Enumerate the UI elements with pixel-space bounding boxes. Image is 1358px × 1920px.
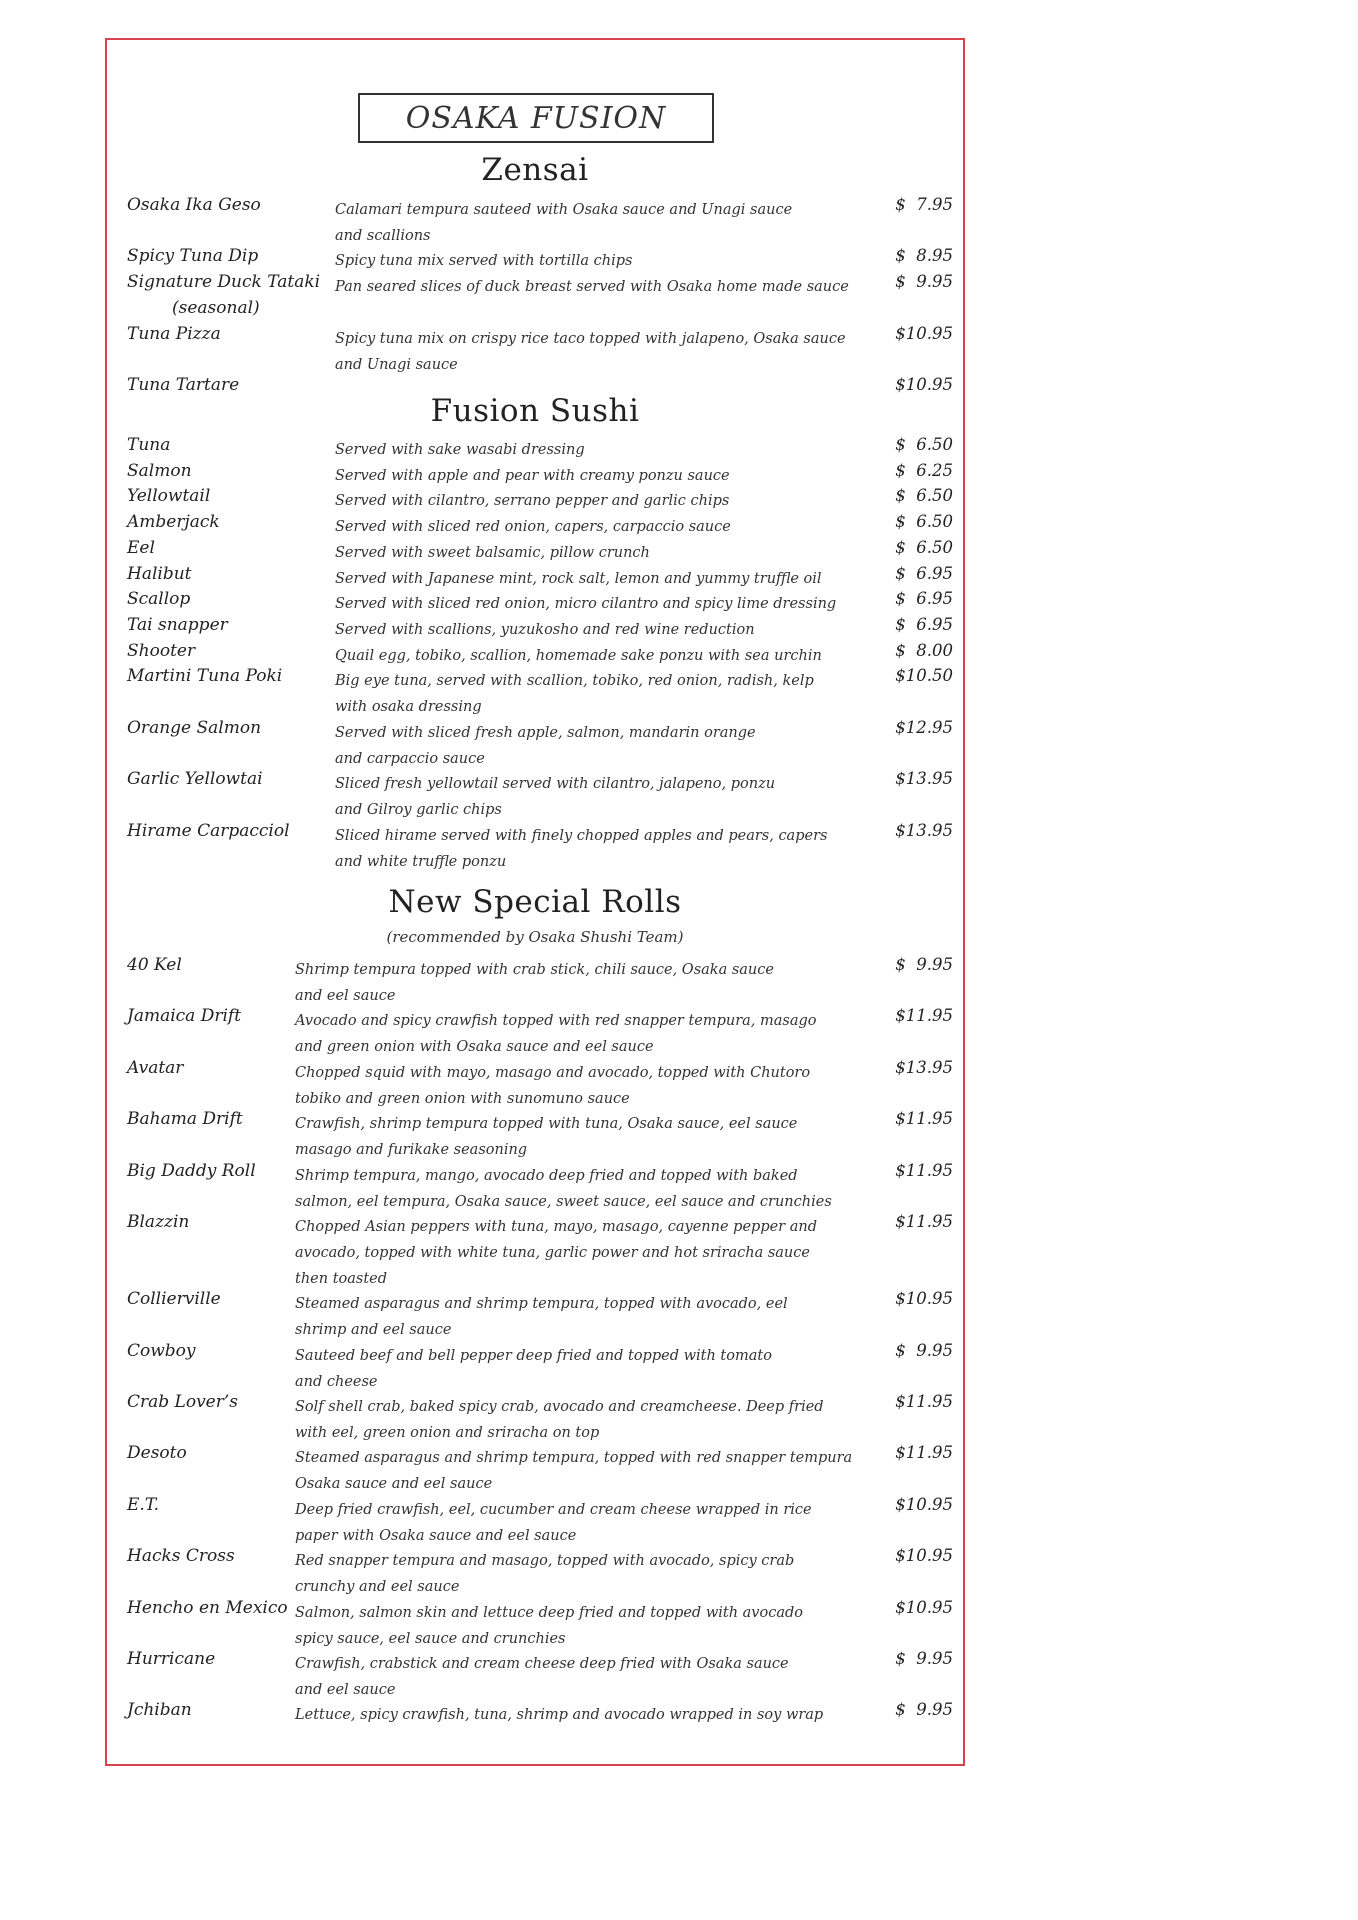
item-price: $ 6.50 bbox=[895, 512, 953, 532]
menu-item bbox=[127, 1289, 953, 1339]
item-name: Hencho en Mexico bbox=[127, 1597, 288, 1618]
menu-item bbox=[127, 1597, 953, 1647]
menu-item bbox=[127, 1391, 953, 1441]
menu-item bbox=[127, 666, 953, 716]
item-description: Served with sliced fresh apple, salmon, mandarin orange and carpaccio sauce bbox=[335, 724, 756, 767]
item-description: Quail egg, tobiko, scallion, homemade sake ponzu with sea urchin bbox=[335, 647, 822, 664]
item-name: Eel bbox=[127, 537, 155, 558]
item-description: Served with cilantro, serrano pepper and garlic chips bbox=[335, 493, 730, 510]
item-name: Yellowtail bbox=[127, 486, 211, 507]
item-description: Sliced fresh yellowtail served with cilantro, jalapeno, ponzu and Gilroy garlic chips bbox=[335, 776, 776, 819]
item-price: $ 6.50 bbox=[895, 486, 953, 506]
item-price: $ 9.95 bbox=[895, 272, 953, 292]
menu-item bbox=[127, 1546, 953, 1596]
item-description: Salmon, salmon skin and lettuce deep fried and topped with avocado spicy sauce, eel sauce and crunchies bbox=[295, 1604, 803, 1647]
item-name: Hacks Cross bbox=[127, 1546, 235, 1567]
item-price: $ 7.95 bbox=[895, 195, 953, 214]
item-name: Amberjack bbox=[127, 512, 220, 533]
menu-item bbox=[127, 246, 953, 270]
item-description: Served with scallions, yuzukosho and red wine reduction bbox=[335, 621, 755, 638]
item-description: Lettuce, spicy crawfish, tuna, shrimp and avocado wrapped in soy wrap bbox=[295, 1707, 824, 1724]
item-name: Desoto bbox=[127, 1443, 187, 1464]
item-name: 40 Kel bbox=[127, 955, 182, 975]
item-name: Hurricane bbox=[127, 1648, 216, 1669]
menu-item bbox=[127, 717, 953, 767]
menu-item bbox=[127, 461, 953, 485]
item-name: Hirame Carpacciol bbox=[127, 820, 290, 841]
menu-item bbox=[127, 1648, 953, 1698]
item-price: $ 6.25 bbox=[895, 460, 953, 480]
item-name: Signature Duck Tataki bbox=[127, 272, 321, 293]
item-description: Solf shell crab, baked spicy crab, avocado and creamcheese. Deep fried with eel, green onion and sriracha on top bbox=[295, 1398, 824, 1441]
item-name: Big Daddy Roll bbox=[127, 1160, 256, 1181]
item-price: $11.95 bbox=[895, 1109, 953, 1129]
item-price: $ 8.95 bbox=[895, 246, 953, 266]
item-price: $11.95 bbox=[895, 1212, 953, 1231]
menu-item bbox=[127, 1700, 953, 1724]
menu-item bbox=[127, 195, 953, 244]
item-description: Shrimp tempura topped with crab stick, chili sauce, Osaka sauce and eel sauce bbox=[295, 962, 774, 1004]
item-price: $ 8.00 bbox=[895, 640, 953, 660]
item-name: Jchiban bbox=[127, 1700, 192, 1721]
item-description: Deep fried crawfish, eel, cucumber and cream cheese wrapped in rice paper with Osaka sauce and eel sauce bbox=[295, 1501, 812, 1544]
item-price: $10.95 bbox=[895, 1597, 953, 1617]
menu-item bbox=[127, 955, 953, 1004]
item-description: Spicy tuna mix served with tortilla chips bbox=[335, 253, 633, 270]
item-description: Served with sliced red onion, capers, carpaccio sauce bbox=[335, 519, 731, 536]
item-price: $10.95 bbox=[895, 374, 953, 394]
item-description: Shrimp tempura, mango, avocado deep fried and topped with baked salmon, eel tempura, Osaka sauce, sweet sauce, eel sauce and crunchies bbox=[295, 1167, 832, 1210]
item-price: $13.95 bbox=[895, 1057, 953, 1077]
item-description: Steamed asparagus and shrimp tempura, topped with avocado, eel shrimp and eel sauce bbox=[295, 1296, 788, 1339]
item-price: $10.95 bbox=[895, 323, 953, 343]
item-name: Halibut bbox=[127, 563, 192, 584]
item-price: $10.95 bbox=[895, 1289, 953, 1309]
item-description: Chopped squid with mayo, masago and avocado, topped with Chutoro tobiko and green onion with sunomuno sauce bbox=[295, 1064, 811, 1107]
item-price: $11.95 bbox=[895, 1443, 953, 1463]
item-price: $11.95 bbox=[895, 1391, 953, 1411]
item-price: $11.95 bbox=[895, 1006, 953, 1026]
item-description: Sliced hirame served with finely chopped apples and pears, capers and white truffle ponzu bbox=[335, 827, 828, 870]
item-description: Served with sake wasabi dressing bbox=[335, 442, 585, 458]
item-name: Cowboy bbox=[127, 1340, 196, 1361]
menu-item bbox=[127, 512, 953, 536]
menu-item bbox=[127, 564, 953, 588]
menu-item bbox=[127, 615, 953, 639]
item-name: Crab Lover’s bbox=[127, 1391, 238, 1412]
item-price: $10.95 bbox=[895, 1546, 953, 1566]
menu-item bbox=[127, 820, 953, 870]
item-name: Garlic Yellowtai bbox=[127, 769, 263, 790]
item-name: Blazzin bbox=[127, 1212, 190, 1232]
menu-item bbox=[127, 1160, 953, 1210]
restaurant-name: OSAKA FUSION bbox=[358, 93, 714, 143]
item-price: $11.95 bbox=[895, 1160, 953, 1180]
item-description: Crawfish, crabstick and cream cheese deep fried with Osaka sauce and eel sauce bbox=[295, 1655, 789, 1698]
menu-item bbox=[127, 1212, 953, 1287]
item-price: $ 6.95 bbox=[895, 589, 953, 609]
item-price: $ 9.95 bbox=[895, 1340, 953, 1360]
item-name: Bahama Drift bbox=[127, 1109, 243, 1130]
item-description: Served with Japanese mint, rock salt, lemon and yummy truffle oil bbox=[335, 570, 822, 587]
item-price: $ 6.50 bbox=[895, 537, 953, 557]
item-name: Tai snapper bbox=[127, 614, 228, 635]
item-description: Calamari tempura sauteed with Osaka sauce and Unagi sauce and scallions bbox=[335, 202, 793, 244]
item-name: Tuna bbox=[127, 435, 171, 455]
item-price: $12.95 bbox=[895, 717, 953, 737]
menu-item bbox=[127, 486, 953, 510]
menu-item bbox=[127, 1494, 953, 1544]
item-description: Spicy tuna mix on crispy rice taco topped with jalapeno, Osaka sauce and Unagi sauce bbox=[335, 330, 846, 373]
section-title-fusion-sushi: Fusion Sushi bbox=[430, 393, 640, 429]
item-name: Avatar bbox=[127, 1057, 184, 1078]
item-name: Tuna Pizza bbox=[127, 323, 221, 344]
section-title-zensai: Zensai bbox=[481, 152, 589, 188]
item-name: Orange Salmon bbox=[127, 717, 262, 738]
item-price: $10.50 bbox=[895, 666, 953, 686]
item-name: Scallop bbox=[127, 589, 191, 610]
menu-item bbox=[127, 435, 953, 459]
menu-item bbox=[127, 1443, 953, 1493]
menu-item bbox=[127, 1006, 953, 1056]
item-price: $13.95 bbox=[895, 769, 953, 789]
item-price: $10.95 bbox=[895, 1494, 953, 1514]
item-price: $ 6.95 bbox=[895, 614, 953, 634]
item-name: Collierville bbox=[127, 1289, 221, 1310]
item-price: $13.95 bbox=[895, 820, 953, 840]
item-name: Martini Tuna Poki bbox=[127, 666, 283, 687]
menu-item bbox=[127, 1109, 953, 1159]
item-price: $ 9.95 bbox=[895, 1700, 953, 1720]
menu-item bbox=[127, 1057, 953, 1107]
section-title-special-rolls: New Special Rolls bbox=[388, 884, 682, 920]
item-name-note: (seasonal) bbox=[172, 297, 260, 318]
item-name: Jamaica Drift bbox=[127, 1006, 242, 1027]
item-price: $ 6.95 bbox=[895, 563, 953, 583]
item-description: Pan seared slices of duck breast served with Osaka home made sauce bbox=[335, 279, 849, 296]
item-name: Tuna Tartare bbox=[127, 374, 240, 395]
item-description: Avocado and spicy crawfish topped with red snapper tempura, masago and green onion with Osaka sauce and eel sauce bbox=[295, 1013, 817, 1056]
item-description: Crawfish, shrimp tempura topped with tuna, Osaka sauce, eel sauce masago and furikake seasoning bbox=[295, 1116, 798, 1159]
section-subtitle-special-rolls: (recommended by Osaka Shushi Team) bbox=[386, 928, 684, 946]
item-description: Sauteed beef and bell pepper deep fried and topped with tomato and cheese bbox=[295, 1347, 772, 1390]
item-name: Salmon bbox=[127, 460, 192, 481]
item-description: Big eye tuna, served with scallion, tobiko, red onion, radish, kelp with osaka dressing bbox=[335, 673, 814, 716]
item-price: $ 9.95 bbox=[895, 955, 953, 974]
item-price: $ 6.50 bbox=[895, 435, 953, 454]
item-name: Osaka Ika Geso bbox=[127, 195, 261, 215]
menu-item bbox=[127, 272, 953, 318]
menu-item bbox=[127, 323, 953, 373]
item-description: Served with sliced red onion, micro cilantro and spicy lime dressing bbox=[335, 596, 837, 613]
item-description: Served with sweet balsamic, pillow crunch bbox=[335, 544, 650, 561]
menu-item bbox=[127, 769, 953, 819]
item-name: Spicy Tuna Dip bbox=[127, 246, 259, 267]
item-description: Red snapper tempura and masago, topped with avocado, spicy crab crunchy and eel sauce bbox=[295, 1553, 795, 1596]
menu-item bbox=[127, 641, 953, 665]
menu-item bbox=[127, 589, 953, 613]
item-name: Shooter bbox=[127, 640, 196, 661]
item-price: $ 9.95 bbox=[895, 1648, 953, 1668]
item-name: E.T. bbox=[127, 1494, 160, 1515]
item-description: Steamed asparagus and shrimp tempura, topped with red snapper tempura Osaka sauce and eel sauce bbox=[295, 1450, 853, 1493]
menu-item bbox=[127, 538, 953, 562]
item-description: Served with apple and pear with creamy ponzu sauce bbox=[335, 467, 730, 484]
menu-item bbox=[127, 1340, 953, 1390]
item-description: Chopped Asian peppers with tuna, mayo, masago, cayenne pepper and avocado, topped with white tuna, garlic power and hot sriracha sauce then toasted bbox=[295, 1219, 817, 1287]
